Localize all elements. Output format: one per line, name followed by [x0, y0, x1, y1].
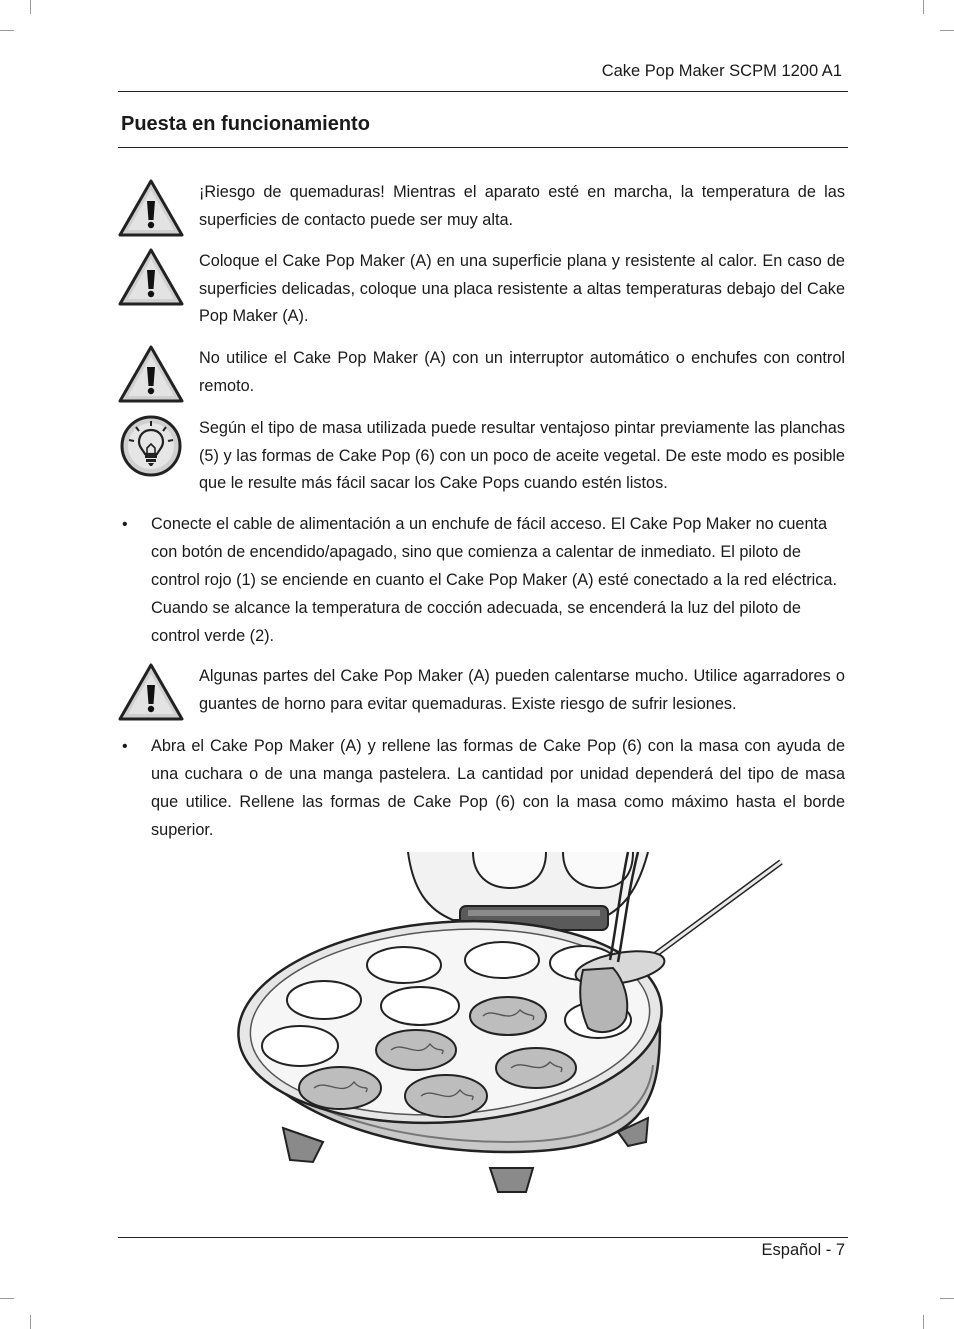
- list-item: [118, 511, 845, 651]
- crop-mark: [0, 30, 14, 31]
- note-text: Según el tipo de masa utilizada puede resultar ventajoso pintar previamente las planchas (5) y las formas de Cake Pop (6) con un poco de aceite vegetal. De este modo es posible que le resulte más fácil sacar los Cake Pops cuando estén listos.: [199, 419, 845, 493]
- crop-mark: [940, 1298, 954, 1299]
- warning-note: [118, 248, 845, 331]
- note-text: No utilice el Cake Pop Maker (A) con un interruptor automático o enchufes con control remoto.: [199, 349, 845, 395]
- warning-triangle-icon: [118, 663, 184, 721]
- section-rule: [118, 147, 848, 148]
- crop-mark: [923, 1315, 924, 1329]
- warning-triangle-icon: [118, 179, 184, 237]
- bullet-symbol: •: [122, 738, 128, 755]
- crop-mark: [923, 0, 924, 14]
- warning-triangle-icon: [118, 345, 184, 403]
- footer-rule: [118, 1237, 848, 1238]
- lightbulb-tip-icon: [118, 415, 184, 477]
- warning-note: [118, 345, 845, 400]
- warning-triangle-icon: [118, 248, 184, 306]
- note-text: Algunas partes del Cake Pop Maker (A) pueden calentarse mucho. Utilice agarradores o guantes de horno para evitar quemaduras. Existe riesgo de sufrir lesiones.: [199, 667, 845, 713]
- running-header: Cake Pop Maker SCPM 1200 A1: [601, 62, 842, 80]
- crop-mark: [30, 0, 31, 14]
- list-item-text: Conecte el cable de alimentación a un enchufe de fácil acceso. El Cake Pop Maker no cuenta con botón de encendido/apagado, sino que comienza a calentar de inmediato. El piloto de control rojo (1) se enciende en cuanto el Cake Pop Maker (A) esté conectado a la red eléctrica. Cuando se alcance la temperatura de cocción adecuada, se encenderá la luz del piloto de control verde (2).: [151, 515, 837, 645]
- tip-note: [118, 415, 845, 498]
- bullet-symbol: •: [122, 516, 128, 533]
- warning-note: [118, 663, 845, 718]
- list-item: [118, 733, 845, 845]
- crop-mark: [0, 1298, 14, 1299]
- note-text: Coloque el Cake Pop Maker (A) en una superficie plana y resistente al calor. En caso de superficies delicadas, coloque una placa resistente a altas temperaturas debajo del Cake Pop Maker (A).: [199, 252, 845, 326]
- section-title: Puesta en funcionamiento: [121, 113, 370, 135]
- cake-pop-maker-illustration: [228, 850, 788, 1200]
- note-text: ¡Riesgo de quemaduras! Mientras el aparato esté en marcha, la temperatura de las superficies de contacto puede ser muy alta.: [199, 183, 845, 229]
- warning-note: [118, 179, 845, 234]
- page-number: Español - 7: [761, 1241, 845, 1259]
- crop-mark: [30, 1315, 31, 1329]
- header-rule: [118, 91, 848, 92]
- list-item-text: Abra el Cake Pop Maker (A) y rellene las formas de Cake Pop (6) con la masa con ayuda de una cuchara o de una manga pastelera. La cantidad por unidad dependerá del tipo de masa que utilice. Rellene las formas de Cake Pop (6) con la masa como máximo hasta el borde superior.: [151, 737, 845, 839]
- crop-mark: [940, 30, 954, 31]
